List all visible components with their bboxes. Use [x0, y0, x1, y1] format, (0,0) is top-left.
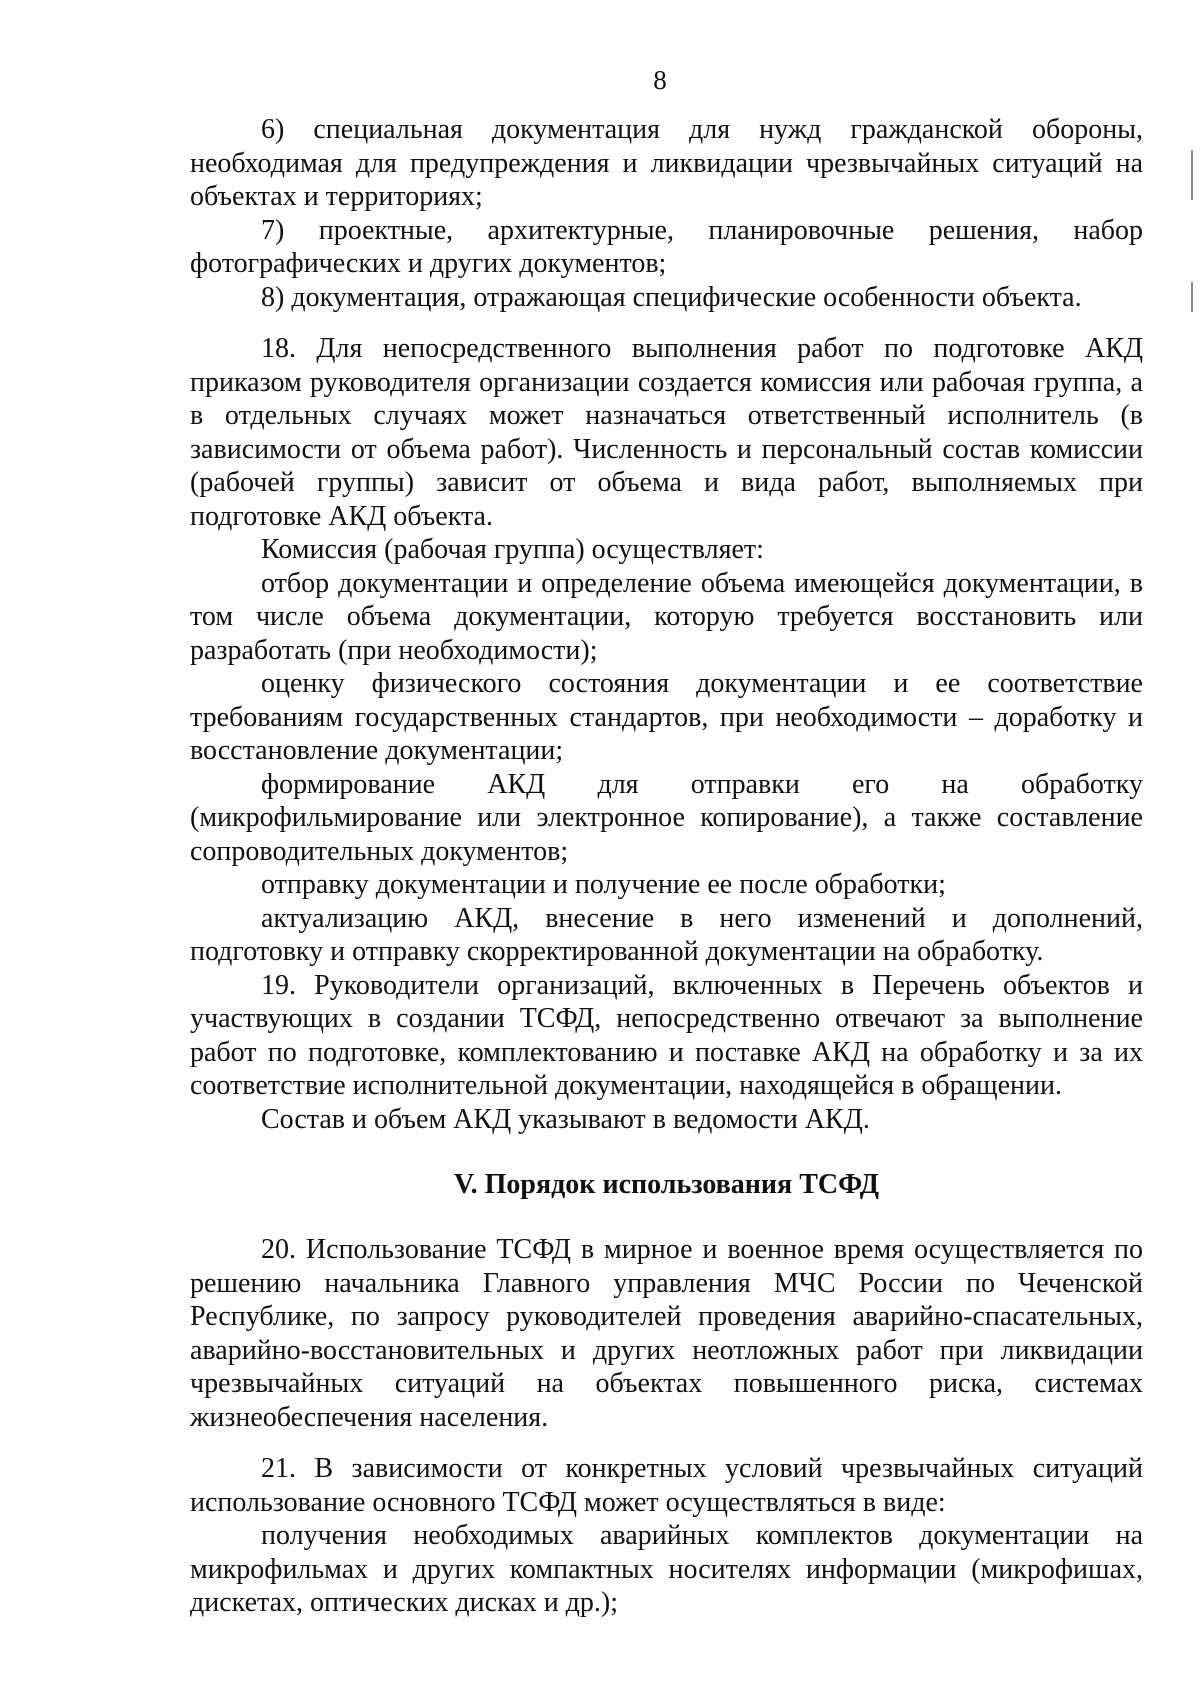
commission-intro: Комиссия (рабочая группа) осуществляет:: [261, 534, 764, 565]
clause-19: 19. Руководители организаций, включенных в Перечень объектов и участвующих в создании ТСФД, непосредственно отвечают за выполнение работ по подготовке, комплектованию и поставке АКД на обработку и за их соответствие исполнительной документации, находящейся в обращении.: [190, 969, 1143, 1101]
section-heading: V. Порядок использования ТСФД: [454, 1169, 879, 1200]
page-number: 8: [653, 65, 667, 95]
commission-duty-updating: актуализацию АКД, внесение в него изменений и дополнений, подготовку и отправку скорректированной документации на обработку.: [190, 902, 1143, 967]
commission-duty-forming: формирование АКД для отправки его на обработку (микрофильмирование или электронное копирование), а также составление сопроводительных документов;: [190, 768, 1143, 867]
clause-20: 20. Использование ТСФД в мирное и военное время осуществляется по решению начальника Главного управления МЧС России по Чеченской Республике, по запросу руководителей проведения аварийно-спасательных, аварийно-восстановительных и других неотложных работ при ликвидации чрезвычайных ситуаций на объектах повышенного риска, системах жизнеобеспечения населения.: [190, 1234, 1143, 1433]
list-item-8: 8) документация, отражающая специфические особенности объекта.: [261, 281, 1082, 313]
akd-statement-note: Состав и объем АКД указывают в ведомости АКД.: [261, 1103, 870, 1135]
scan-margin-mark: [1191, 150, 1193, 200]
commission-duty-assessment: оценку физического состояния документации и ее соответствие требованиям государственных стандартов, при необходимости – доработку и восстановление документации;: [190, 668, 1143, 766]
document-body: [190, 113, 1143, 1620]
commission-duty-selection: отбор документации и определение объема имеющейся документации, в том числе объема документации, которую требуется восстановить или разработать (при необходимости);: [190, 567, 1143, 666]
list-item-6: 6) специальная документация для нужд гражданской обороны, необходимая для предупреждения и ликвидации чрезвычайных ситуаций на объектах и территориях;: [190, 114, 1143, 212]
clause-18: 18. Для непосредственного выполнения работ по подготовке АКД приказом руководителя организации создается комиссия или рабочая группа, а в отдельных случаях может назначаться ответственный исполнитель (в зависимости от объема работ). Численность и персональный состав комиссии (рабочей группы) зависит от объема и вида работ, выполняемых при подготовке АКД объекта.: [190, 333, 1143, 532]
commission-duty-sending: отправку документации и получение ее после обработки;: [261, 869, 946, 900]
scan-margin-mark: [1191, 282, 1193, 312]
usage-form-microfilm: получения необходимых аварийных комплектов документации на микрофильмах и других компактных носителях информации (микрофишах, дискетах, оптических дисках и др.);: [190, 1520, 1143, 1618]
list-item-7: 7) проектные, архитектурные, планировочные решения, набор фотографических и других документов;: [190, 214, 1143, 279]
clause-21: 21. В зависимости от конкретных условий чрезвычайных ситуаций использование основного ТСФД может осуществляться в виде:: [190, 1453, 1143, 1518]
